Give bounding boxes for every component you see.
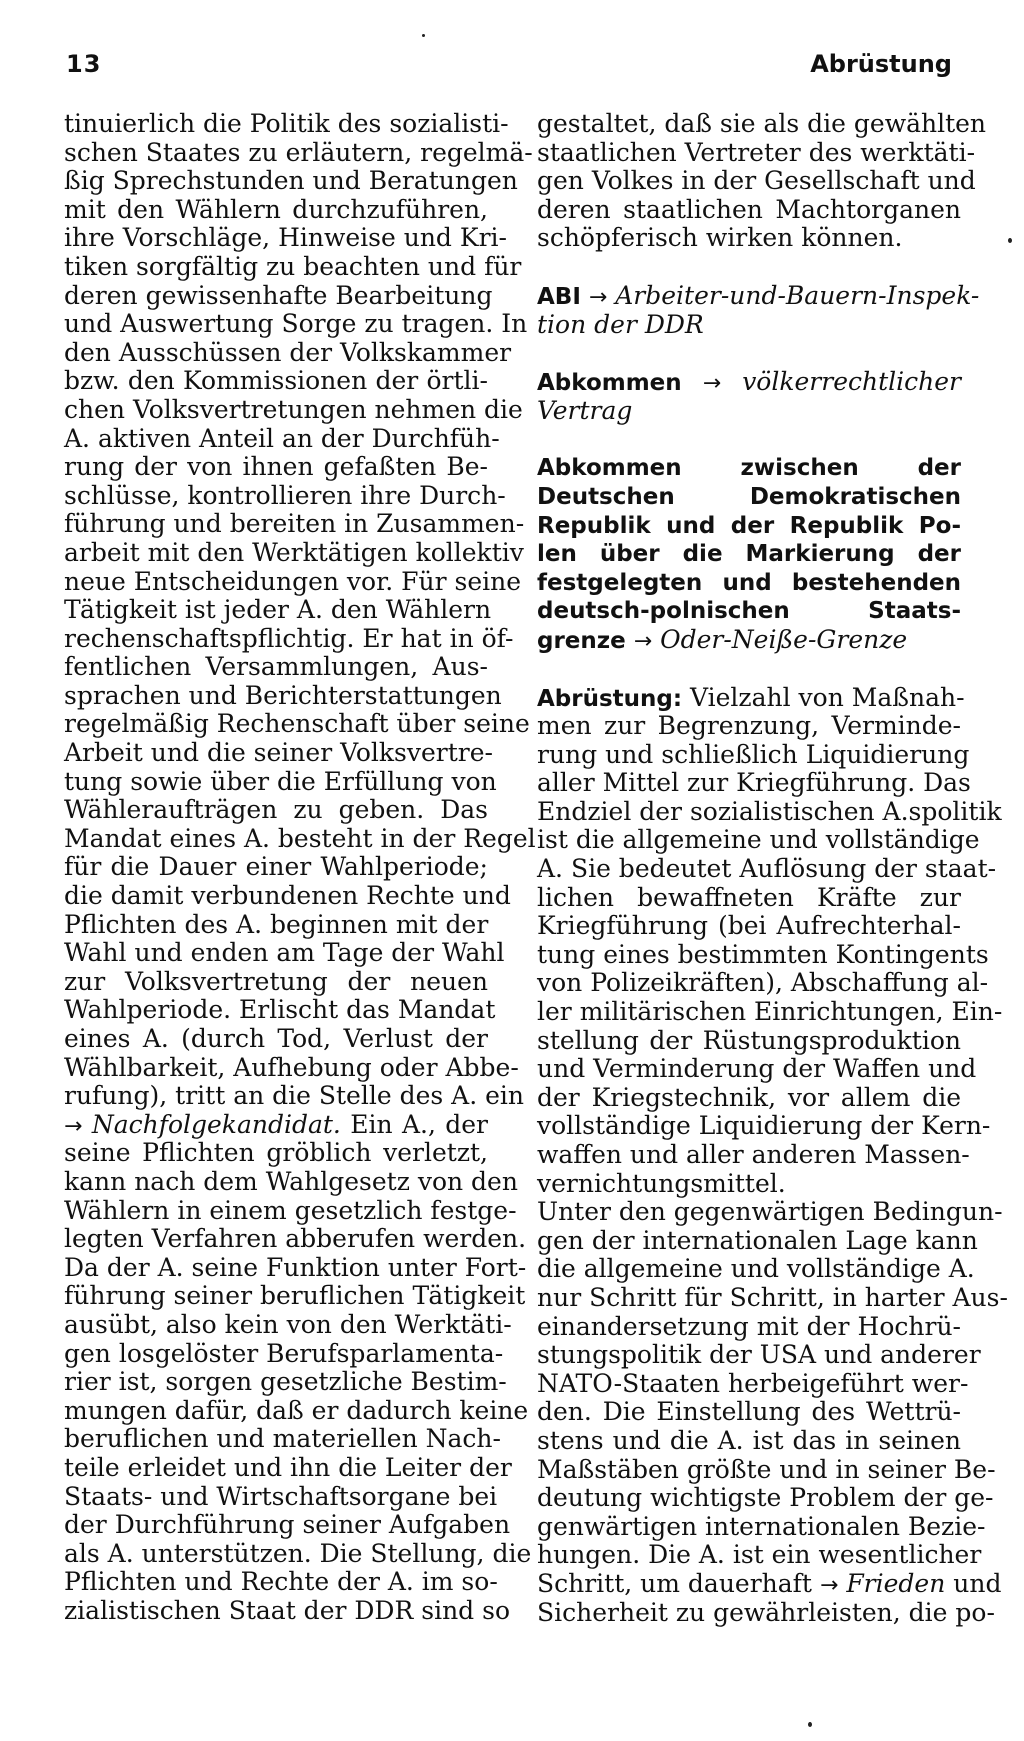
arrow-icon: → — [702, 371, 722, 397]
text-line: A. Sie bedeutet Auflösung der staat- — [537, 854, 997, 884]
text-line: Pflichten und Rechte der A. im so- — [64, 1567, 498, 1597]
cross-reference-link[interactable]: völkerrechtlicher — [742, 367, 961, 397]
text-line: Mandat eines A. besteht in der Regel — [64, 823, 536, 853]
text-line: Sicherheit zu gewährleisten, die po- — [537, 1597, 995, 1627]
text-line: nur Schritt für Schritt, in harter Aus- — [537, 1282, 1008, 1312]
text-line: waffen und aller anderen Massen- — [537, 1140, 970, 1169]
text-line: stellung der Rüstungsproduktion — [537, 1025, 961, 1055]
text-line: mit den Wählern durchzuführen, — [64, 194, 488, 224]
text-line: Wählern in einem gesetzlich festge- — [64, 1195, 517, 1225]
scan-speck — [422, 34, 425, 37]
text-line: gen der internationalen Lage kann — [537, 1225, 978, 1255]
text-fragment: Schritt, um dauerhaft — [537, 1568, 812, 1598]
text-line: NATO-Staaten herbeigeführt wer- — [537, 1368, 969, 1398]
text-line: tiken sorgfältig zu beachten und für — [64, 251, 522, 281]
frieden-reference-line — [537, 1568, 1002, 1599]
text-fragment: Ein A., der — [350, 1109, 489, 1139]
text-line: deren gewissenhafte Bearbeitung — [64, 280, 493, 310]
text-line: rufung), tritt an die Stelle des A. ein — [64, 1081, 524, 1111]
text-line: Tätigkeit ist jeder A. den Wählern — [64, 595, 492, 625]
entry-keyword-abkommen: Abkommen — [537, 370, 682, 397]
cross-reference-link[interactable]: Frieden — [846, 1568, 946, 1598]
text-line: Endziel der sozialistischen A.spolitik — [537, 796, 1002, 826]
arrow-icon: → — [64, 1113, 83, 1139]
entry-keyword-grenze: grenze — [537, 627, 626, 654]
text-line: aller Mittel zur Kriegführung. Das — [537, 768, 971, 798]
text-line: deutung wichtigste Problem der ge- — [537, 1483, 994, 1513]
text-line: gen Volkes in der Gesellschaft und — [537, 166, 976, 196]
text-line: und Verminderung der Waffen und — [537, 1054, 977, 1084]
text-line: rung der von ihnen gefaßten Be- — [64, 452, 488, 482]
text-line: teile erleidet und ihn die Leiter der — [64, 1452, 512, 1482]
cross-reference-line — [64, 1111, 488, 1140]
text-line: zur Volksvertretung der neuen — [64, 966, 488, 996]
text-line: ßig Sprechstunden und Beratungen — [64, 166, 518, 196]
text-line: ausübt, also kein von den Werktäti- — [64, 1309, 512, 1339]
text-line: rier ist, sorgen gesetzliche Bestim- — [64, 1367, 507, 1397]
cross-reference-link[interactable]: Vertrag — [537, 395, 633, 425]
text-line: schöpferisch wirken können. — [537, 223, 903, 253]
text-line: deren staatlichen Machtorganen — [537, 194, 961, 224]
spacer — [537, 655, 961, 684]
text-line: bzw. den Kommissionen der örtli- — [64, 366, 488, 396]
cross-reference-link[interactable]: Oder-Neiße-Grenze — [660, 624, 908, 654]
entry-heading-last-line — [537, 626, 961, 655]
cross-reference-link[interactable]: tion der DDR — [537, 309, 704, 339]
text-line: schen Staates zu erläutern, regelmä- — [64, 137, 533, 167]
text-line: sprachen und Berichterstattungen — [64, 680, 502, 710]
text-line: vollständige Liquidierung der Kern- — [537, 1111, 991, 1141]
text-line: der Kriegstechnik, vor allem die — [537, 1082, 961, 1112]
text-line: schlüsse, kontrollieren ihre Durch- — [64, 480, 506, 510]
spacer — [537, 339, 961, 368]
spacer — [537, 253, 961, 282]
cross-reference-link[interactable]: Nachfolgekandidat. — [91, 1109, 341, 1139]
text-line: tung eines bestimmten Kontingents — [537, 939, 989, 969]
text-line: ist die allgemeine und vollständige — [537, 825, 980, 855]
text-line: ihre Vorschläge, Hinweise und Kri- — [64, 223, 507, 253]
text-line: regelmäßig Rechenschaft über seine — [64, 709, 530, 739]
arrow-icon: → — [588, 284, 608, 310]
entry-heading-line: len über die Markierung der — [537, 541, 961, 568]
text-fragment: und — [953, 1568, 1002, 1598]
text-line: Da der A. seine Funktion unter Fort- — [64, 1252, 527, 1282]
text-line: tung sowie über die Erfüllung von — [64, 766, 497, 796]
text-line: für die Dauer einer Wahlperiode; — [64, 852, 488, 882]
entry-heading-line: deutsch-polnischen Staats- — [537, 598, 961, 625]
text-line: einandersetzung mit der Hochrü- — [537, 1311, 961, 1341]
text-line: Arbeit und die seiner Volksvertre- — [64, 738, 493, 768]
text-line: neue Entscheidungen vor. Für seine — [64, 566, 522, 596]
text-line: staatlichen Vertreter des werktäti- — [537, 137, 976, 167]
scan-speck — [808, 1722, 812, 1727]
text-line: Maßstäben größte und in seiner Be- — [537, 1454, 996, 1484]
text-line: gen losgelöster Berufsparlamenta- — [64, 1338, 504, 1368]
spacer — [537, 425, 961, 454]
arrow-icon: → — [819, 1572, 839, 1598]
text-line: führung seiner beruflichen Tätigkeit — [64, 1281, 526, 1311]
arrow-icon: → — [633, 628, 653, 654]
text-line: seine Pflichten gröblich verletzt, — [64, 1138, 488, 1168]
entry-keyword-abi: ABI — [537, 283, 581, 310]
entry-heading-line: Abkommen zwischen der — [537, 455, 961, 482]
text-line: rung und schließlich Liquidierung — [537, 739, 970, 769]
text-line: stens und die A. ist das in seinen — [537, 1425, 961, 1455]
text-line: hungen. Die A. ist ein wesentlicher — [537, 1540, 982, 1570]
text-line: Staats- und Wirtschaftsorgane bei — [64, 1481, 498, 1511]
text-line: von Polizeikräften), Abschaffung al- — [537, 968, 989, 998]
text-line: Wahl und enden am Tage der Wahl — [64, 938, 505, 968]
text-fragment: Vielzahl von Maßnah- — [690, 682, 965, 712]
text-line: A. aktiven Anteil an der Durchfüh- — [64, 423, 500, 453]
entry-keyword-abruestung: Abrüstung: — [537, 685, 683, 712]
text-line: Pflichten des A. beginnen mit der — [64, 909, 489, 939]
text-line: und Auswertung Sorge zu tragen. In — [64, 309, 528, 339]
left-column — [64, 109, 536, 1625]
text-line: fentlichen Versammlungen, Aus- — [64, 652, 488, 682]
text-line: stungspolitik der USA und anderer — [537, 1340, 981, 1370]
text-line: vernichtungsmittel. — [537, 1168, 786, 1198]
scan-speck — [1008, 238, 1012, 243]
entry-heading-line: Deutschen Demokratischen — [537, 483, 961, 510]
entry-abi-line — [537, 280, 980, 311]
text-line: zialistischen Staat der DDR sind so — [64, 1595, 510, 1625]
text-line: beruflichen und materiellen Nach- — [64, 1424, 501, 1454]
page-number: 13 — [66, 50, 102, 78]
text-line: lichen bewaffneten Kräfte zur — [537, 882, 961, 912]
text-line: mungen dafür, daß er dadurch keine — [64, 1395, 529, 1425]
text-line: Wählbarkeit, Aufhebung oder Abbe- — [64, 1052, 519, 1082]
entry-heading-line: Republik und der Republik Po- — [537, 512, 961, 539]
entry-heading-line: festgelegten und bestehenden — [537, 569, 961, 596]
text-line: Wahlperiode. Erlischt das Mandat — [64, 995, 496, 1025]
text-line: eines A. (durch Tod, Verlust der — [64, 1024, 488, 1053]
text-line: tinuierlich die Politik des sozialisti- — [64, 109, 509, 138]
text-line: die allgemeine und vollständige A. — [537, 1254, 975, 1284]
text-line: Unter den gegenwärtigen Bedingun- — [537, 1197, 1003, 1227]
text-line: arbeit mit den Werktätigen kollektiv — [64, 537, 524, 567]
text-line: men zur Begrenzung, Verminde- — [537, 711, 961, 741]
text-line: Wähleraufträgen zu geben. Das — [64, 795, 488, 825]
text-line: den. Die Einstellung des Wettrü- — [537, 1397, 961, 1427]
text-line: gestaltet, daß sie als die gewählten — [537, 109, 987, 138]
entry-abruestung-first-line — [537, 682, 965, 713]
text-line: rechenschaftspflichtig. Er hat in öf- — [64, 623, 514, 653]
text-line: legten Verfahren abberufen werden. — [64, 1224, 527, 1254]
text-line: als A. unterstützen. Die Stellung, die — [64, 1538, 532, 1568]
running-head-keyword: Abrüstung — [810, 50, 952, 78]
cross-reference-link[interactable]: Arbeiter-und-Bauern-Inspek- — [615, 280, 980, 310]
text-line: kann nach dem Wahlgesetz von den — [64, 1166, 518, 1196]
text-line: der Durchführung seiner Aufgaben — [64, 1510, 511, 1540]
text-line: den Ausschüssen der Volkskammer — [64, 337, 512, 367]
text-line: genwärtigen internationalen Bezie- — [537, 1511, 986, 1541]
entry-abkommen-line — [537, 368, 961, 397]
right-column — [537, 109, 1008, 1627]
text-line: chen Volksvertretungen nehmen die — [64, 394, 523, 424]
text-line: Kriegführung (bei Aufrechterhal- — [537, 911, 961, 941]
text-line: führung und bereiten in Zusammen- — [64, 509, 525, 539]
text-line: ler militärischen Einrichtungen, Ein- — [537, 997, 1003, 1027]
text-line: die damit verbundenen Rechte und — [64, 881, 511, 911]
